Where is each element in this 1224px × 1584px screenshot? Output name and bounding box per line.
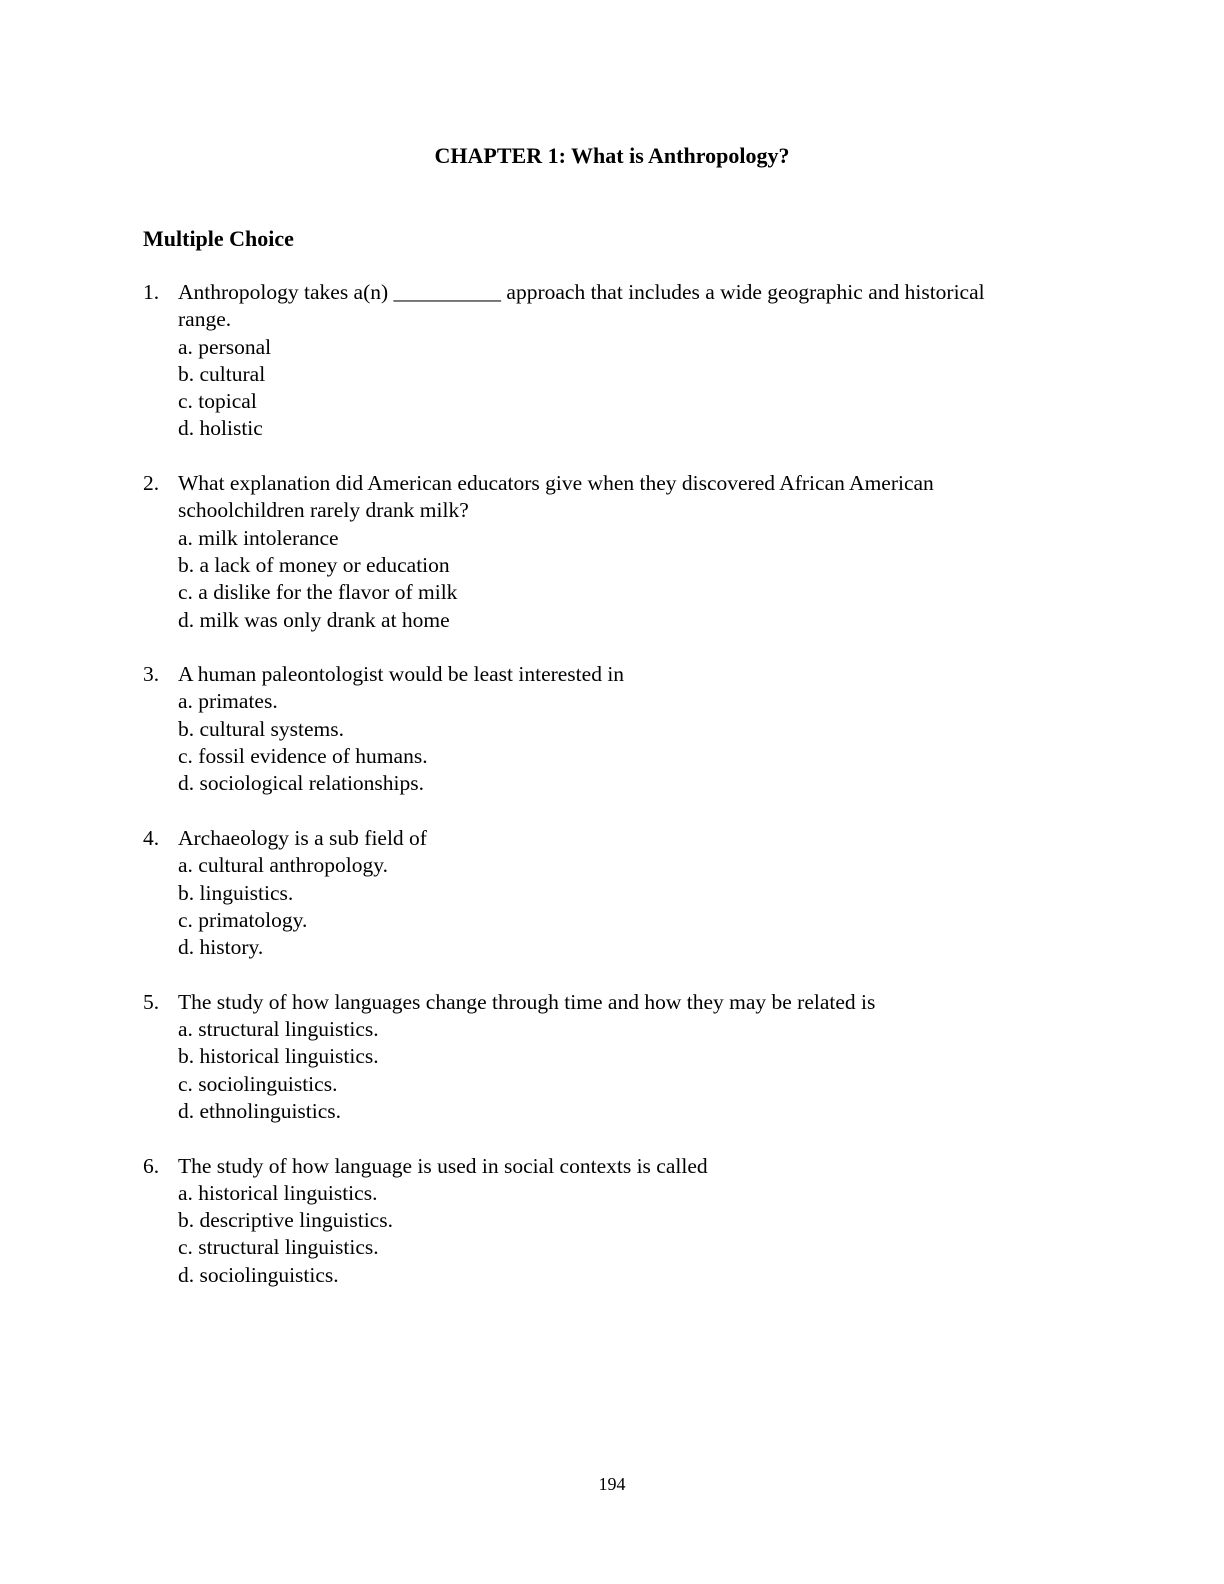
option-list xyxy=(178,334,1043,443)
option-b: b. a lack of money or education xyxy=(178,552,450,577)
question-stem: Anthropology takes a(n) __________ approach that includes a wide geographic and historical range. xyxy=(178,280,990,332)
question-5 xyxy=(143,989,1043,1125)
question-6 xyxy=(143,1153,1043,1289)
option-list xyxy=(178,1180,1043,1289)
question-number: 6. xyxy=(143,1153,160,1178)
option-c: c. fossil evidence of humans. xyxy=(178,744,428,769)
question-stem: What explanation did American educators give when they discovered African American schoolchildren rarely drank milk? xyxy=(178,471,940,523)
option-list xyxy=(178,1016,1043,1125)
option-c: c. topical xyxy=(178,389,257,414)
option-b: b. historical linguistics. xyxy=(178,1044,379,1069)
question-number: 5. xyxy=(143,989,160,1014)
option-c: c. primatology. xyxy=(178,907,308,932)
question-number: 3. xyxy=(143,662,160,687)
question-list xyxy=(143,279,1043,1316)
option-list xyxy=(178,852,1043,961)
option-list xyxy=(178,688,1043,797)
question-1 xyxy=(143,279,1043,443)
option-a: a. historical linguistics. xyxy=(178,1180,378,1205)
question-4 xyxy=(143,825,1043,961)
option-a: a. structural linguistics. xyxy=(178,1017,379,1042)
option-d: d. sociological relationships. xyxy=(178,771,425,796)
option-d: d. sociolinguistics. xyxy=(178,1262,339,1287)
question-stem: A human paleontologist would be least interested in xyxy=(178,662,625,687)
option-b: b. linguistics. xyxy=(178,880,294,905)
option-c: c. structural linguistics. xyxy=(178,1235,379,1260)
option-d: d. history. xyxy=(178,935,264,960)
option-a: a. milk intolerance xyxy=(178,525,339,550)
question-number: 1. xyxy=(143,280,160,304)
option-a: a. cultural anthropology. xyxy=(178,853,388,878)
option-d: d. ethnolinguistics. xyxy=(178,1098,342,1123)
question-2 xyxy=(143,470,1043,634)
option-a: a. primates. xyxy=(178,689,278,714)
option-b: b. cultural xyxy=(178,361,266,386)
question-stem: Archaeology is a sub field of xyxy=(178,825,427,850)
option-a: a. personal xyxy=(178,334,272,359)
question-3 xyxy=(143,661,1043,797)
option-d: d. holistic xyxy=(178,416,263,441)
question-stem: The study of how languages change through time and how they may be related is xyxy=(178,989,876,1014)
question-number: 2. xyxy=(143,471,160,496)
option-b: b. descriptive linguistics. xyxy=(178,1208,393,1233)
section-heading: Multiple Choice xyxy=(143,226,294,251)
option-c: c. a dislike for the flavor of milk xyxy=(178,580,458,605)
chapter-title: CHAPTER 1: What is Anthropology? xyxy=(434,143,790,168)
question-number: 4. xyxy=(143,825,160,850)
page-number: 194 xyxy=(598,1474,626,1494)
question-stem: The study of how language is used in social contexts is called xyxy=(178,1153,708,1178)
option-list xyxy=(178,525,1043,634)
option-c: c. sociolinguistics. xyxy=(178,1071,338,1096)
option-d: d. milk was only drank at home xyxy=(178,607,450,632)
option-b: b. cultural systems. xyxy=(178,716,345,741)
